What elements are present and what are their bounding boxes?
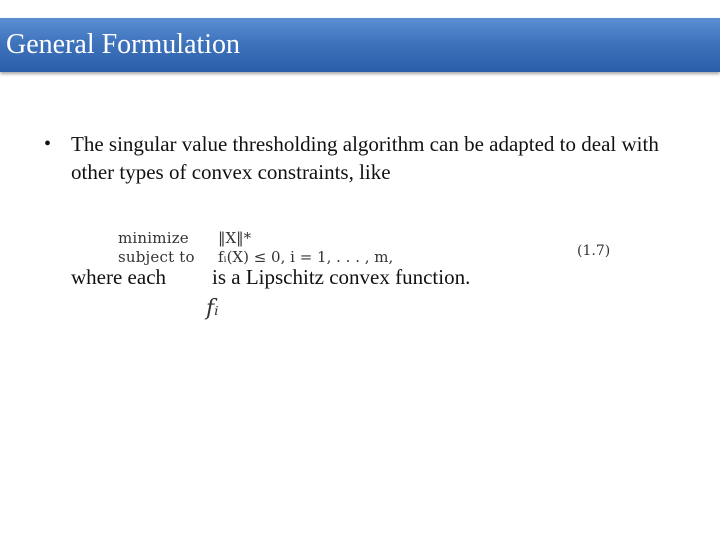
equation-objective: ‖X‖* (218, 229, 252, 247)
bullet-text: The singular value thresholding algorithm can be adapted to deal with other types of convex constraints, like (71, 132, 659, 184)
equation-constraint: fᵢ(X) ≤ 0, i = 1, . . . , m, (218, 248, 394, 266)
bullet-marker: • (44, 133, 52, 155)
equation-minimize-label: minimize (118, 229, 189, 247)
where-text: where each (71, 265, 167, 289)
title-bar (0, 18, 720, 72)
equation-number: (1.7) (577, 243, 611, 259)
equation-subject-to-label: subject to (118, 248, 195, 266)
slide-title: General Formulation (6, 29, 241, 60)
equation-fi-symbol: fᵢ (206, 296, 219, 321)
where-after-text: is a Lipschitz convex function. (212, 265, 471, 289)
